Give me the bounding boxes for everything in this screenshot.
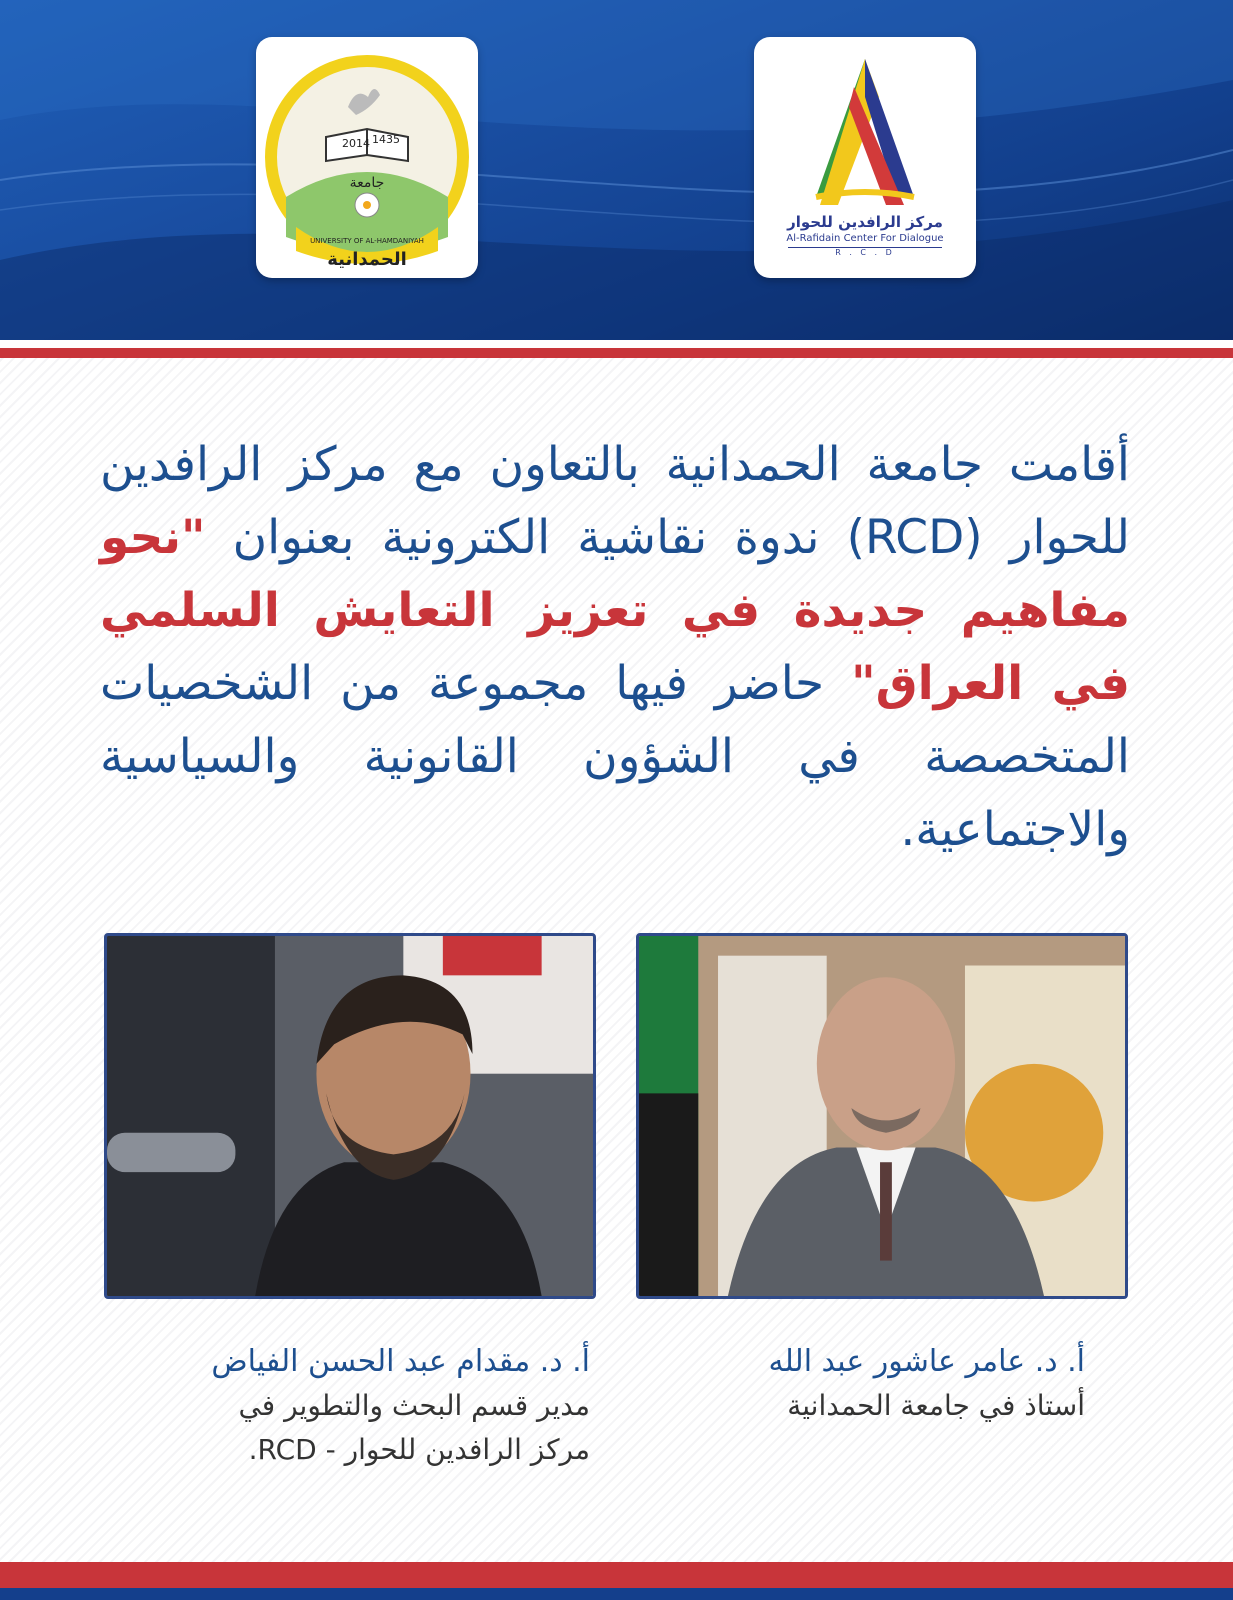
speaker-name-amer: أ. د. عامر عاشور عبد الله [768, 1344, 1085, 1379]
speaker-photo-amer [636, 933, 1128, 1299]
announcement-intro: أقامت جامعة الحمدانية بالتعاون مع مركز الرافدين للحوار (RCD) ندوة نقاشية الكترونية بعنوان [100, 437, 1130, 565]
logo-top-word: جامعة [349, 175, 385, 191]
announcement-title: "نحو مفاهيم جديدة في تعزيز التعايش السلمي في العراق" [100, 510, 1130, 711]
logo-ring-text: UNIVERSITY OF AL-HAMDANIYAH [310, 237, 424, 245]
rcd-english-name: Al-Rafidain Center For Dialogue [786, 233, 944, 244]
speaker-photo-miqdam [104, 933, 596, 1299]
speaker-role-amer: أستاذ في جامعة الحمدانية [787, 1389, 1085, 1422]
footer-stripe-blue [0, 1588, 1233, 1600]
footer-stripe-red [0, 1562, 1233, 1588]
announcement-outro: حاضر فيها مجموعة من الشخصيات المتخصصة في الشؤون القانونية والسياسية والاجتماعية. [100, 656, 1130, 857]
speaker-role-miqdam-line1: مدير قسم البحث والتطوير في [238, 1389, 590, 1422]
university-of-al-hamdaniyah-logo [256, 37, 478, 278]
header-divider-red [0, 348, 1233, 358]
rcd-logo-card [754, 37, 976, 278]
header-divider-white [0, 340, 1233, 348]
university-logo-card [256, 37, 478, 278]
speaker-caption-miqdam [110, 1340, 590, 1472]
announcement-text [100, 428, 1130, 866]
logo-year-left: 2014 [342, 137, 370, 150]
header-waves [0, 0, 1233, 340]
speaker-name-miqdam: أ. د. مقدام عبد الحسن الفياض [211, 1344, 590, 1379]
speaker-caption-amer [605, 1340, 1085, 1428]
rcd-arabic-name: مركز الرافدين للحوار [787, 213, 943, 231]
rcd-abbreviation: R . C . D [835, 248, 895, 257]
logo-year-right: 1435 [372, 133, 400, 146]
header-band [0, 0, 1233, 340]
logo-bottom-word: الحمدانية [327, 249, 407, 270]
speaker-role-miqdam-line2: مركز الرافدين للحوار - RCD. [248, 1433, 590, 1466]
